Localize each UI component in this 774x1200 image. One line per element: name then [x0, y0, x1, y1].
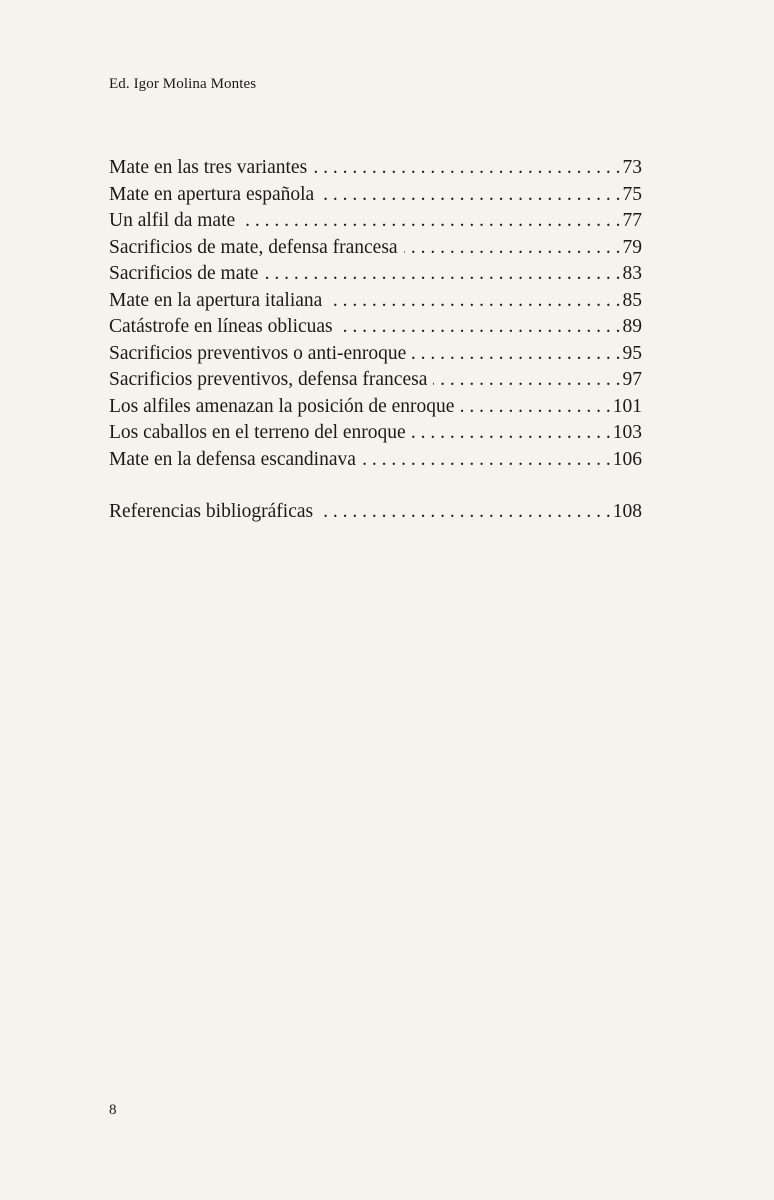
toc-entry-title: Mate en apertura española	[109, 183, 315, 205]
toc-entry-page: 73	[622, 157, 642, 178]
toc-entry-page: 106	[612, 448, 642, 470]
toc-entry-title: Sacrificios de mate	[109, 263, 259, 284]
toc-entry-page: 103	[612, 422, 642, 443]
running-header: Ed. Igor Molina Montes	[109, 76, 257, 92]
toc-entry-title: Mate en la defensa escandinava	[109, 448, 356, 470]
toc-entry-page: 75	[622, 183, 642, 205]
toc-entry-title: Mate en la apertura italiana	[109, 289, 323, 311]
toc-entry	[109, 367, 642, 394]
toc-entry-references	[109, 499, 642, 526]
toc-entry-page: 83	[622, 263, 642, 284]
toc-entry-title: Los caballos en el terreno del enroque	[109, 422, 406, 443]
toc-leader-dots	[460, 394, 610, 421]
toc-spacer	[109, 473, 642, 499]
toc-entry	[109, 208, 642, 235]
toc-entry	[109, 420, 642, 447]
toc-leader-dots	[264, 261, 620, 288]
toc-entry-page: 77	[622, 210, 642, 231]
toc-entry-title: Los alfiles amenazan la posición de enroque	[109, 395, 455, 417]
toc-leader-dots	[339, 314, 621, 341]
toc-leader-dots	[362, 447, 611, 474]
toc-entry	[109, 288, 642, 315]
toc-entry	[109, 314, 642, 341]
toc-entry-title: Catástrofe en líneas oblicuas	[109, 316, 333, 337]
table-of-contents	[109, 155, 642, 526]
toc-entry	[109, 394, 642, 421]
toc-entry-title: Sacrificios de mate, defensa francesa	[109, 236, 398, 258]
toc-leader-dots	[412, 341, 620, 368]
toc-entry	[109, 447, 642, 474]
toc-entry	[109, 235, 642, 262]
toc-entry-title: Mate en las tres variantes	[109, 157, 308, 178]
toc-entry-page: 85	[622, 289, 642, 311]
toc-entry	[109, 182, 642, 209]
toc-leader-dots	[313, 155, 620, 182]
toc-entry-title: Un alfil da mate	[109, 210, 236, 231]
toc-entry-page: 97	[622, 369, 642, 390]
toc-entry-page: 79	[622, 236, 642, 258]
toc-entry	[109, 261, 642, 288]
toc-leader-dots	[320, 182, 620, 209]
toc-leader-dots	[241, 208, 620, 235]
toc-leader-dots	[433, 367, 620, 394]
page-number: 8	[109, 1102, 117, 1118]
toc-leader-dots	[328, 288, 620, 315]
toc-leader-dots	[319, 499, 611, 526]
toc-entry-title: Sacrificios preventivos, defensa francesa	[109, 369, 428, 390]
toc-entry-page: 108	[612, 501, 642, 522]
toc-leader-dots	[412, 420, 611, 447]
toc-entry	[109, 341, 642, 368]
toc-entry-title: Sacrificios preventivos o anti-enroque	[109, 342, 407, 364]
toc-entry-page: 101	[612, 395, 642, 417]
toc-leader-dots	[404, 235, 621, 262]
toc-entry-page: 95	[622, 342, 642, 364]
toc-entry-title: Referencias bibliográficas	[109, 501, 314, 522]
toc-entry-page: 89	[622, 316, 642, 337]
toc-entry	[109, 155, 642, 182]
